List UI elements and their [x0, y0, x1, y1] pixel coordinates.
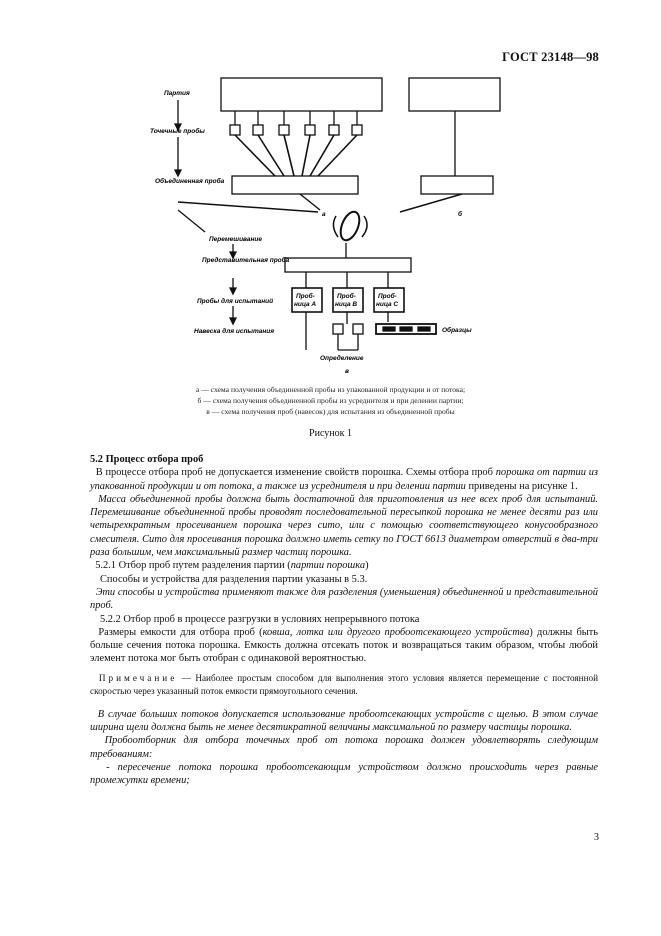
label-a: а — [322, 211, 326, 218]
paragraph-8: - пересечение потока порошка пробоотсекающим устройством должно происходить через равные промежутки времени; — [90, 761, 598, 787]
legend-a: а — схема получения объединенной пробы из упакованной продукции и от потока; — [195, 385, 466, 394]
sample-box-a — [292, 288, 322, 312]
party-box — [221, 78, 382, 111]
note: Примечание — Наиболее простым способом для выполнения этого условия является перемещение с постоянной скоростью через указанный поток емкости прямоугольного сечения. — [90, 672, 599, 696]
sample-b-line2: ница В — [335, 301, 358, 308]
paragraph-7: Пробоотборник для отбора точечных проб от потока порошка должен удовлетворять следующим требованиям: — [90, 735, 599, 760]
paragraph-6: В случае больших потоков допускается использование пробоотсекающих устройств с щелью. В этом случае ширина щели должна быть не менее десятикратной величины максимальной по размеру частицы порошка. — [90, 708, 598, 734]
label-mixing: Перемешивание — [209, 236, 263, 243]
legend-b: б — схема получения объединенной пробы из усреднителя и при делении партии; — [197, 396, 464, 405]
label-point-samples: Точечные пробы — [150, 128, 205, 135]
label-party: Партия — [164, 90, 190, 97]
representative-box — [285, 258, 411, 272]
label-test-portion: Навеска для испытания — [194, 328, 275, 335]
label-representative: Представительная проба — [202, 257, 290, 264]
paragraph-4: Эти способы и устройства применяют также для разделения (уменьшения) объединенной и представительной проб. — [90, 586, 598, 612]
label-b: б — [458, 211, 463, 218]
sample-a-line2: ница А — [294, 301, 317, 308]
point-sample-squares — [230, 111, 362, 135]
sample-box-c — [374, 288, 404, 312]
figure-caption: Рисунок 1 — [309, 428, 352, 439]
sample-b-line1: Проб- — [337, 293, 356, 300]
paragraph-2: Масса объединенной пробы должна быть достаточной для приготовления из нее всех проб для испытаний. Перемешивание объединенной пробы проводят последовательной пересыпкой порошка не менее десяти раз или четырехкратным просеиванием порошка через сито, или с помощью соответствующего конусообразного смесителя. Сито для просеивания порошка должно иметь сетку по ГОСТ 6613 диаметром отверстий в два-три раза большим, чем максимальный размер частиц порошка. — [90, 493, 598, 559]
subsection-5-2-2: 5.2.2 Отбор проб в процессе разгрузки в условиях непрерывного потока — [100, 613, 420, 625]
label-determination: Определение — [320, 355, 364, 362]
body-text — [90, 453, 598, 788]
legend-v: в — схема получения проб (навесок) для испытания из объединенной пробы — [206, 407, 455, 416]
paragraph-1: В процессе отбора проб не допускается изменение свойств порошка. Схемы отбора проб порошка от партии из упакованной продукции и от потока, а также из усреднителя и при делении партии приведены на рисунке 1. — [90, 467, 598, 492]
page-number: 3 — [594, 832, 599, 843]
sampling-scheme-diagram — [0, 0, 661, 400]
sample-c-line2: ница С — [376, 301, 399, 308]
averager-box — [409, 78, 500, 111]
figure-legend — [0, 384, 661, 417]
label-archive: Образцы — [442, 327, 472, 334]
paragraph-5: Размеры емкости для отбора проб (ковша, лотка или другого пробоотсекающего устройства) должны быть больше сечения потока порошка. Емкость должна отсекать поток и возвращаться таким образом, чтобы любой элемент потока мог быть отобран с одинаковой вероятностью. — [90, 626, 598, 665]
section-title: 5.2 Процесс отбора проб — [90, 454, 204, 465]
note-label: Примечание — [98, 672, 178, 683]
subsection-5-2-1: 5.2.1 Отбор проб путем разделения партии (партии порошка) — [95, 560, 369, 572]
sample-box-b — [333, 288, 363, 312]
combined-box-b — [421, 176, 493, 194]
sample-c-line1: Проб- — [378, 293, 397, 300]
label-v: в — [345, 368, 349, 375]
label-test-samples: Пробы для испытаний — [197, 298, 274, 305]
label-combined-1: Объединенная проба — [155, 178, 225, 185]
combined-box-a — [232, 176, 358, 194]
sample-a-line1: Проб- — [296, 293, 315, 300]
standard-header: ГОСТ 23148—98 — [502, 50, 599, 64]
paragraph-3: Способы и устройства для разделения партии указаны в 5.3. — [100, 573, 368, 585]
